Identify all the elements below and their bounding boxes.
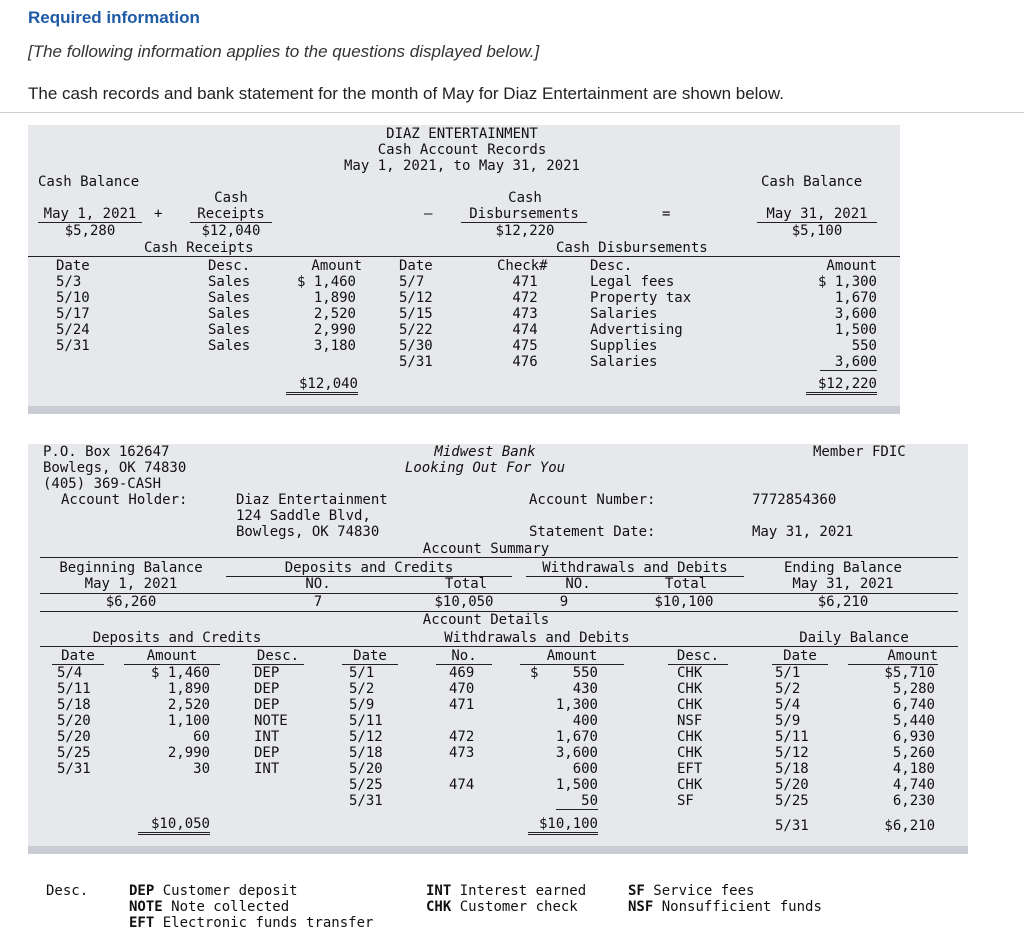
dep-desc: NOTE (254, 713, 288, 729)
legend-text: Customer deposit (162, 883, 298, 899)
dep-date: 5/31 (57, 761, 91, 777)
receipt-desc: Sales (208, 290, 251, 306)
end-balance-amount: $5,100 (791, 223, 843, 239)
receipts-total-top: $12,040 (201, 223, 261, 239)
daily-date: 5/2 (775, 681, 801, 697)
receipts-label-line2: Receipts (190, 206, 272, 223)
disb-check-header: Check# (497, 258, 548, 274)
wd-desc: CHK (677, 729, 703, 745)
legend-item-int (426, 883, 586, 899)
disb-amount-header: Amount (826, 258, 877, 274)
withdrawals-total-label: Total (664, 576, 708, 592)
daily-date: 5/25 (775, 793, 809, 809)
bank-phone: (405) 369-CASH (43, 476, 162, 492)
legend-code: NSF (628, 899, 654, 915)
equals-sign: = (662, 206, 671, 222)
legend-text: Electronic funds transfer (162, 915, 374, 931)
disb-amount: 3,600 (820, 354, 877, 371)
daily-amount: 6,230 (892, 793, 935, 809)
deposits-no-label: NO. (305, 576, 331, 592)
receipt-desc: Sales (208, 322, 251, 338)
disbursements-total: $12,220 (806, 376, 877, 395)
beginning-balance-label: Beginning Balance (59, 560, 203, 576)
dep-desc-header: Desc. (252, 648, 304, 665)
wd-date-header: Date (342, 648, 398, 665)
records-title: DIAZ ENTERTAINMENT (386, 126, 538, 142)
cash-balance-label-right: Cash Balance (761, 174, 863, 190)
deposits-details-total: $10,050 (138, 816, 210, 835)
disb-desc: Supplies (590, 338, 658, 354)
wd-desc: CHK (677, 745, 703, 761)
wd-date: 5/1 (349, 665, 375, 681)
disb-desc-header: Desc. (590, 258, 633, 274)
disb-check: 475 (512, 338, 538, 354)
legend-item-sf (628, 883, 754, 899)
wd-no-header: No. (436, 648, 492, 665)
wd-number: 471 (449, 697, 475, 713)
withdrawals-no-label: NO. (565, 576, 591, 592)
receipts-header-rule (28, 256, 900, 257)
wd-date: 5/20 (349, 761, 383, 777)
daily-amount: 5,280 (892, 681, 935, 697)
withdrawals-details-total: $10,100 (528, 816, 598, 835)
withdrawals-debits-title: Withdrawals and Debits (444, 630, 630, 646)
bank-address-line2: Bowlegs, OK 74830 (43, 460, 187, 476)
ending-balance-amount: $6,210 (817, 594, 869, 610)
wd-number: 470 (449, 681, 475, 697)
wd-number: 473 (449, 745, 475, 761)
records-period: May 1, 2021, to May 31, 2021 (343, 158, 580, 174)
wd-date: 5/25 (349, 777, 383, 793)
dep-amount: $ 1,460 (150, 665, 210, 681)
daily-final-amount: $6,210 (884, 818, 935, 834)
daily-amount: 6,740 (892, 697, 935, 713)
dep-desc: DEP (254, 681, 280, 697)
receipts-desc-header: Desc. (208, 258, 251, 274)
daily-amount: $5,710 (884, 665, 935, 681)
wd-desc: SF (677, 793, 694, 809)
disb-desc: Salaries (590, 306, 658, 322)
receipt-amount: 2,990 (313, 322, 356, 338)
wd-date: 5/18 (349, 745, 383, 761)
receipt-date: 5/24 (56, 322, 90, 338)
bank-name: Midwest Bank (434, 444, 536, 460)
disb-date: 5/7 (399, 274, 425, 290)
bank-statement-stripe (28, 846, 968, 854)
required-information-heading: Required information (28, 8, 200, 27)
cash-balance-label-left: Cash Balance (38, 174, 140, 190)
disb-amount: $ 1,300 (817, 274, 877, 290)
receipt-amount: 1,890 (313, 290, 356, 306)
divider (0, 112, 1024, 113)
daily-amount: 6,930 (892, 729, 935, 745)
wd-amount: 550 (572, 665, 598, 681)
wd-date: 5/12 (349, 729, 383, 745)
dep-date: 5/25 (57, 745, 91, 761)
legend-text: Nonsufficient funds (661, 899, 822, 915)
receipts-date-header: Date (56, 258, 90, 274)
disbursements-label-line1: Cash (508, 190, 542, 206)
daily-amount: 4,740 (892, 777, 935, 793)
daily-amount: 4,180 (892, 761, 935, 777)
wd-amount: 1,670 (555, 729, 598, 745)
wd-currency: $ (530, 665, 539, 681)
dep-amount: 60 (193, 729, 210, 745)
disb-amount: 550 (851, 338, 877, 354)
begin-balance-amount: $5,280 (64, 223, 116, 239)
legend-item-note (129, 899, 289, 915)
deposits-summary-label: Deposits and Credits (226, 560, 512, 577)
receipt-amount: 3,180 (313, 338, 356, 354)
disb-desc: Legal fees (590, 274, 675, 290)
legend-code: SF (628, 883, 645, 899)
ending-balance-date: May 31, 2021 (792, 576, 894, 592)
details-header-rule (40, 646, 958, 647)
minus-sign: – (424, 206, 433, 222)
disb-date-header: Date (399, 258, 433, 274)
statement-date-label: Statement Date: (529, 524, 656, 540)
wd-number: 469 (449, 665, 475, 681)
dep-amount: 2,990 (167, 745, 210, 761)
beginning-balance-date: May 1, 2021 (84, 576, 178, 592)
member-fdic: Member FDIC (813, 444, 906, 460)
daily-date: 5/9 (775, 713, 801, 729)
account-holder-name: Diaz Entertainment (236, 492, 388, 508)
disb-desc: Salaries (590, 354, 658, 370)
wd-desc: NSF (677, 713, 703, 729)
summary-rule (40, 557, 958, 558)
disb-check: 471 (512, 274, 538, 290)
receipt-desc: Sales (208, 306, 251, 322)
wd-date: 5/2 (349, 681, 375, 697)
disb-check: 473 (512, 306, 538, 322)
deposits-total-label: Total (444, 576, 488, 592)
daily-balance-title: Daily Balance (799, 630, 909, 646)
daily-amount: 5,440 (892, 713, 935, 729)
dep-desc: DEP (254, 665, 280, 681)
disb-desc: Advertising (590, 322, 683, 338)
receipts-label-line1: Cash (214, 190, 248, 206)
receipt-date: 5/31 (56, 338, 90, 354)
bank-slogan: Looking Out For You (404, 460, 566, 476)
dep-amount: 1,100 (167, 713, 210, 729)
disb-date: 5/12 (399, 290, 433, 306)
disb-date: 5/31 (399, 354, 433, 370)
disbursements-total-top: $12,220 (495, 223, 555, 239)
wd-amount: 400 (572, 713, 598, 729)
withdrawals-summary-label: Withdrawals and Debits (526, 560, 744, 577)
dep-amount: 2,520 (167, 697, 210, 713)
legend-code: INT (426, 883, 452, 899)
wd-date: 5/31 (349, 793, 383, 809)
daily-amount: 5,260 (892, 745, 935, 761)
daily-date: 5/4 (775, 697, 801, 713)
wd-amount: 1,500 (555, 777, 598, 793)
disb-amount: 1,670 (834, 290, 877, 306)
daily-date: 5/18 (775, 761, 809, 777)
end-balance-date: May 31, 2021 (757, 206, 877, 223)
wd-amount: 50 (556, 793, 598, 810)
wd-amount: 3,600 (555, 745, 598, 761)
disb-check: 476 (512, 354, 538, 370)
cash-receipts-section-title: Cash Receipts (144, 240, 254, 256)
wd-date: 5/9 (349, 697, 375, 713)
daily-date: 5/20 (775, 777, 809, 793)
bracket-note: [The following information applies to the questions displayed below.] (28, 42, 540, 61)
deposits-summary-total: $10,050 (434, 594, 494, 610)
dep-date-header: Date (52, 648, 104, 665)
cash-records-stripe (28, 406, 900, 414)
account-details-title: Account Details (422, 612, 550, 628)
disb-check: 474 (512, 322, 538, 338)
legend-text: Customer check (459, 899, 578, 915)
wd-amount-header: Amount (520, 648, 624, 665)
wd-desc: CHK (677, 681, 703, 697)
daily-date: 5/11 (775, 729, 809, 745)
daily-date-header: Date (772, 648, 828, 665)
dep-amount: 30 (193, 761, 210, 777)
deposits-count: 7 (313, 594, 323, 610)
deposits-credits-title: Deposits and Credits (92, 630, 262, 646)
wd-number: 474 (449, 777, 475, 793)
statement-date: May 31, 2021 (752, 524, 854, 540)
disbursements-label-line2: Disbursements (461, 206, 587, 223)
legend-code: NOTE (129, 899, 163, 915)
legend-label: Desc. (46, 883, 89, 899)
bank-address-line1: P.O. Box 162647 (43, 444, 170, 460)
account-number: 7772854360 (752, 492, 837, 508)
dep-date: 5/20 (57, 713, 91, 729)
legend-code: EFT (129, 915, 155, 931)
legend-text: Note collected (171, 899, 290, 915)
wd-amount: 430 (572, 681, 598, 697)
disb-amount: 1,500 (834, 322, 877, 338)
receipts-total: $12,040 (286, 376, 358, 395)
legend-item-nsf (628, 899, 822, 915)
wd-desc-header: Desc. (668, 648, 728, 665)
dep-desc: INT (254, 729, 280, 745)
receipts-amount-header: Amount (311, 258, 362, 274)
receipt-desc: Sales (208, 338, 251, 354)
receipt-desc: Sales (208, 274, 251, 290)
dep-date: 5/11 (57, 681, 91, 697)
disb-date: 5/22 (399, 322, 433, 338)
disb-desc: Property tax (590, 290, 692, 306)
daily-date: 5/12 (775, 745, 809, 761)
dep-amount: 1,890 (167, 681, 210, 697)
account-holder-street: 124 Saddle Blvd, (236, 508, 371, 524)
receipt-date: 5/17 (56, 306, 90, 322)
account-holder-city: Bowlegs, OK 74830 (236, 524, 380, 540)
wd-desc: CHK (677, 665, 703, 681)
disb-check: 472 (512, 290, 538, 306)
wd-desc: CHK (677, 697, 703, 713)
wd-amount: 1,300 (555, 697, 598, 713)
withdrawals-count: 9 (559, 594, 569, 610)
wd-number: 472 (449, 729, 475, 745)
account-summary-title: Account Summary (422, 541, 550, 557)
account-holder-label: Account Holder: (61, 492, 188, 508)
disb-date: 5/30 (399, 338, 433, 354)
wd-desc: CHK (677, 777, 703, 793)
daily-date: 5/1 (775, 665, 801, 681)
records-subtitle: Cash Account Records (377, 142, 547, 158)
receipt-amount: 2,520 (313, 306, 356, 322)
legend-text: Interest earned (459, 883, 587, 899)
wd-amount: 600 (572, 761, 598, 777)
dep-desc: DEP (254, 697, 280, 713)
legend-item-chk (426, 899, 578, 915)
plus-sign: + (154, 206, 163, 222)
daily-amount-header: Amount (848, 648, 938, 665)
account-number-label: Account Number: (529, 492, 656, 508)
legend-code: CHK (426, 899, 452, 915)
disb-amount: 3,600 (834, 306, 877, 322)
dep-amount-header: Amount (124, 648, 220, 665)
receipt-date: 5/10 (56, 290, 90, 306)
dep-date: 5/20 (57, 729, 91, 745)
begin-balance-date: May 1, 2021 (38, 206, 142, 223)
legend-text: Service fees (653, 883, 755, 899)
withdrawals-summary-total: $10,100 (654, 594, 714, 610)
daily-final-date: 5/31 (775, 818, 809, 834)
receipt-date: 5/3 (56, 274, 82, 290)
ending-balance-label: Ending Balance (783, 560, 902, 576)
legend-code: DEP (129, 883, 155, 899)
receipt-amount: $ 1,460 (296, 274, 356, 290)
legend-item-eft (129, 915, 373, 931)
intro-sentence: The cash records and bank statement for the month of May for Diaz Entertainment are shown below. (28, 84, 784, 103)
dep-desc: INT (254, 761, 280, 777)
cash-disbursements-section-title: Cash Disbursements (556, 240, 708, 256)
wd-date: 5/11 (349, 713, 383, 729)
beginning-balance-amount: $6,260 (105, 594, 157, 610)
dep-date: 5/18 (57, 697, 91, 713)
dep-desc: DEP (254, 745, 280, 761)
dep-date: 5/4 (57, 665, 83, 681)
legend-item-dep (129, 883, 298, 899)
wd-desc: EFT (677, 761, 703, 777)
disb-date: 5/15 (399, 306, 433, 322)
